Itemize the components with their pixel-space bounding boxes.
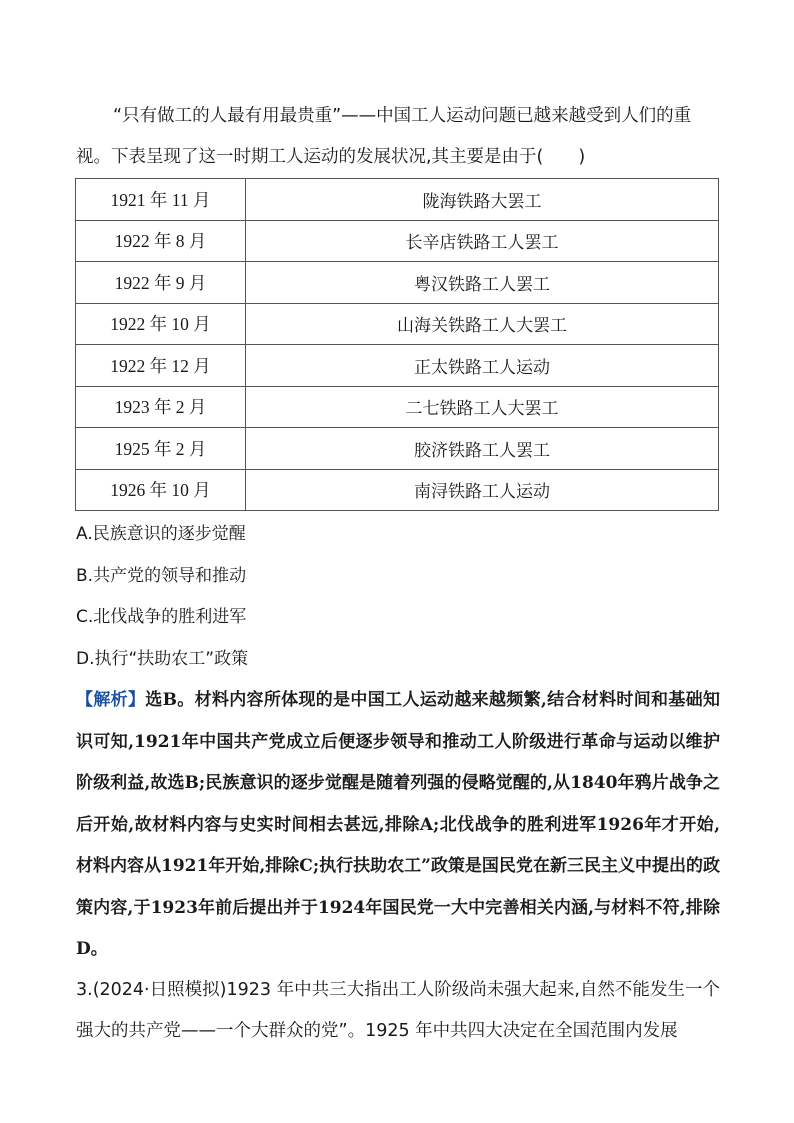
table-row: [76, 345, 719, 387]
event-date: 1921 年 11 月: [76, 179, 246, 221]
event-name: 胶济铁路工人罢工: [246, 428, 719, 470]
table-row: [76, 179, 719, 221]
event-date: 1926 年 10 月: [76, 469, 246, 511]
event-name: 二七铁路工人大罢工: [246, 386, 719, 428]
event-date: 1922 年 8 月: [76, 220, 246, 262]
option-b: B.共产党的领导和推动: [76, 565, 247, 586]
event-name: 长辛店铁路工人罢工: [246, 220, 719, 262]
table-row: [76, 303, 719, 345]
event-date: 1923 年 2 月: [76, 386, 246, 428]
table-row: [76, 469, 719, 511]
event-name: 南浔铁路工人运动: [246, 469, 719, 511]
event-date: 1922 年 12 月: [76, 345, 246, 387]
table-row: [76, 262, 719, 304]
analysis-block: [76, 680, 720, 971]
event-name: 山海关铁路工人大罢工: [246, 303, 719, 345]
analysis-text: 选B。材料内容所体现的是中国工人运动越来越频繁,结合材料时间和基础知识可知,1921年中国共产党成立后便逐步领导和推动工人阶级进行革命与运动以维护阶级利益,故选B;民族意识的逐步觉醒是随着列强的侵略觉醒的,从1840年鸦片战争之后开始,故材料内容与史实时间相去甚远,排除A;北伐战争的胜利进军1926年才开始,材料内容从1921年开始,排除C;执行扶助农工”政策是国民党在新三民主义中提出的政策内容,于1923年前后提出并于1924年国民党一大中完善相关内涵,与材料不符,排除D。: [76, 690, 720, 959]
answer-options: [76, 514, 720, 680]
events-table: [75, 178, 719, 511]
event-date: 1925 年 2 月: [76, 428, 246, 470]
analysis-tag: 【解析】: [76, 690, 146, 710]
event-name: 陇海铁路大罢工: [246, 179, 719, 221]
event-name: 正太铁路工人运动: [246, 345, 719, 387]
question-3-stem: 3.(2024·日照模拟)1923 年中共三大指出工人阶级尚未强大起来,自然不能发生一个强大的共产党——一个大群众的党”。1925 年中共四大决定在全国范围内发展: [76, 980, 720, 1041]
option-d: D.执行“扶助农工”政策: [76, 648, 249, 669]
table-row: [76, 428, 719, 470]
event-name: 粤汉铁路工人罢工: [246, 262, 719, 304]
event-date: 1922 年 9 月: [76, 262, 246, 304]
option-a: A.民族意识的逐步觉醒: [76, 524, 246, 544]
table-row: [76, 386, 719, 428]
question-stem: “只有做工的人最有用最贵重”——中国工人运动问题已越来越受到人们的重视。下表呈现了这一时期工人运动的发展状况,其主要是由于( ): [76, 106, 692, 167]
table-row: [76, 220, 719, 262]
option-c: C.北伐战争的胜利进军: [76, 607, 247, 627]
event-date: 1922 年 10 月: [76, 303, 246, 345]
